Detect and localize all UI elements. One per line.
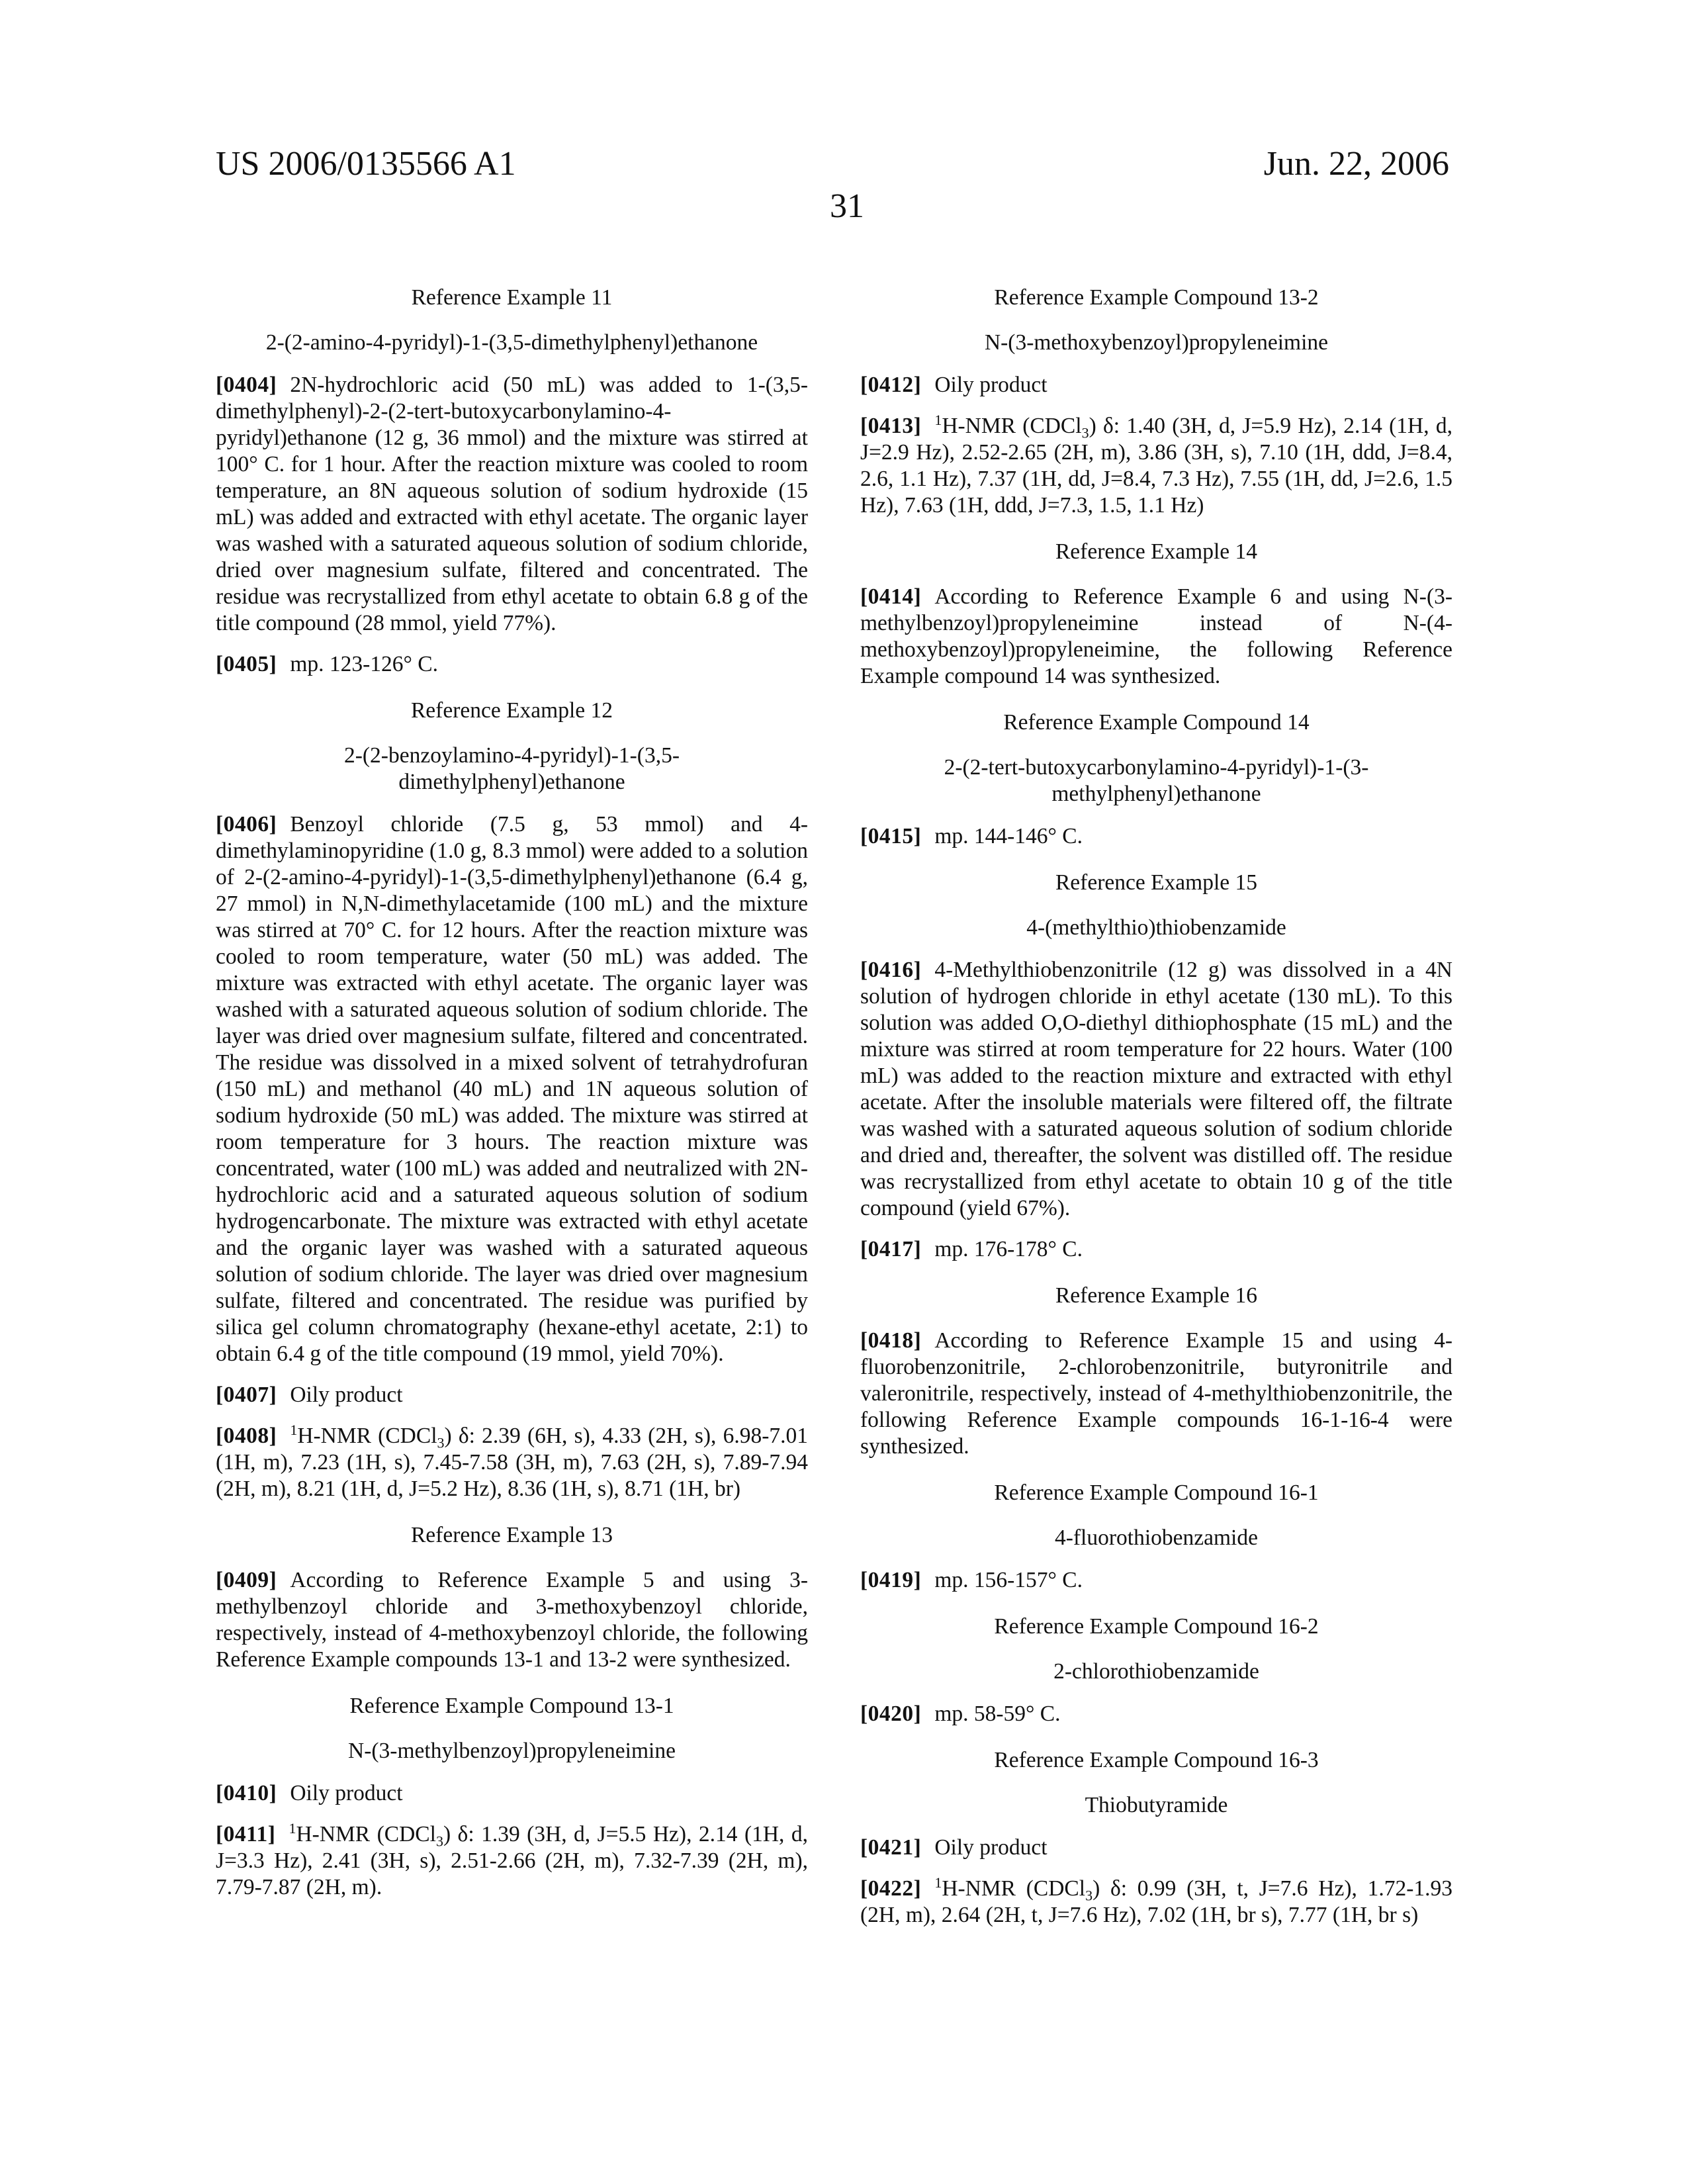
- paragraph-text: H-NMR (CDCl: [297, 1424, 437, 1448]
- paragraph-number: [0411]: [216, 1822, 275, 1846]
- paragraph-0406: [216, 811, 808, 1367]
- paragraph-0410: [216, 1780, 808, 1807]
- compound-title: N-(3-methylbenzoyl)propyleneimine: [236, 1738, 788, 1764]
- patent-number: US 2006/0135566 A1: [216, 144, 516, 184]
- paragraph-text: According to Reference Example 5 and using 3-methylbenzoyl chloride and 3-methoxybenzoyl chloride, respectively, instead of 4-methoxybenzoyl chloride, the following Reference Example compounds 13-1 and 13-2 were synthesized.: [216, 1568, 808, 1672]
- paragraph-number: [0416]: [860, 958, 921, 982]
- paragraph-0404: [216, 372, 808, 637]
- paragraph-0412: [860, 372, 1452, 398]
- paragraph-number: [0415]: [860, 824, 921, 848]
- paragraph-text: ) δ: 1.39 (3H, d, J=5.5 Hz), 2.14 (1H, d, J=3.3 Hz), 2.41 (3H, s), 2.51-2.66 (2H, m), 7.32-7.39 (2H, m), 7.79-7.87 (2H, m).: [216, 1822, 808, 1899]
- page-number: 31: [0, 187, 1694, 226]
- section-heading: Reference Example 14: [860, 539, 1452, 565]
- paragraph-number: [0422]: [860, 1876, 921, 1901]
- paragraph-text: mp. 176-178° C.: [934, 1237, 1083, 1261]
- section-heading: Reference Example Compound 16-3: [860, 1747, 1452, 1774]
- paragraph-0407: [216, 1382, 808, 1408]
- paragraph-0415: [860, 823, 1452, 850]
- paragraph-number: [0410]: [216, 1781, 277, 1805]
- subscript: 3: [1082, 425, 1089, 441]
- paragraph-text: Oily product: [934, 373, 1047, 397]
- compound-title: 2-(2-tert-butoxycarbonylamino-4-pyridyl)-1-(3-methylphenyl)ethanone: [880, 754, 1433, 807]
- paragraph-number: [0404]: [216, 373, 277, 397]
- paragraph-number: [0414]: [860, 584, 921, 609]
- paragraph-text: Oily product: [290, 1383, 402, 1407]
- paragraph-number: [0407]: [216, 1383, 277, 1407]
- paragraph-number: [0413]: [860, 414, 921, 438]
- compound-title: 4-fluorothiobenzamide: [880, 1525, 1433, 1551]
- paragraph-0417: [860, 1236, 1452, 1263]
- paragraph-text: H-NMR (CDCl: [296, 1822, 435, 1846]
- paragraph-0420: [860, 1701, 1452, 1727]
- paragraph-0408: [216, 1423, 808, 1502]
- paragraph-text: mp. 123-126° C.: [290, 652, 438, 676]
- compound-title: 2-chlorothiobenzamide: [880, 1659, 1433, 1685]
- paragraph-number: [0421]: [860, 1835, 921, 1860]
- paragraph-0419: [860, 1567, 1452, 1594]
- paragraph-0405: [216, 651, 808, 678]
- paragraph-number: [0409]: [216, 1568, 277, 1592]
- compound-title: 4-(methylthio)thiobenzamide: [880, 915, 1433, 941]
- paragraph-text: ) δ: 1.40 (3H, d, J=5.9 Hz), 2.14 (1H, d, J=2.9 Hz), 2.52-2.65 (2H, m), 3.86 (3H, s), 7.10 (1H, ddd, J=8.4, 2.6, 1.1 Hz), 7.37 (1H, dd, J=8.4, 7.3 Hz), 7.55 (1H, dd, J=2.6, 1.5 Hz), 7.63 (1H, ddd, J=7.3, 1.5, 1.1 Hz): [860, 414, 1452, 518]
- paragraph-text: Benzoyl chloride (7.5 g, 53 mmol) and 4-dimethylaminopyridine (1.0 g, 8.3 mmol) were added to a solution of 2-(2-amino-4-pyridyl)-1-(3,5-dimethylphenyl)ethanone (6.4 g, 27 mmol) in N,N-dimethylacetamide (100 mL) and the mixture was stirred at 70° C. for 12 hours. After the reaction mixture was cooled to room temperature, water (50 mL) was added. The mixture was extracted with ethyl acetate. The organic layer was washed with a saturated aqueous solution of sodium chloride. The layer was dried over magnesium sulfate, filtered and concentrated. The residue was dissolved in a mixed solvent of tetrahydrofuran (150 mL) and methanol (40 mL) and 1N aqueous solution of sodium hydroxide (50 mL) was added. The mixture was stirred at room temperature for 3 hours. The reaction mixture was concentrated, water (100 mL) was added and neutralized with 2N-hydrochloric acid and a saturated aqueous solution of sodium hydrogencarbonate. The mixture was extracted with ethyl acetate and the organic layer was washed with a saturated aqueous solution of sodium chloride. The layer was dried over magnesium sulfate, filtered and concentrated. The residue was purified by silica gel column chromatography (hexane-ethyl acetate, 2:1) to obtain 6.4 g of the title compound (19 mmol, yield 70%).: [216, 812, 808, 1366]
- subscript: 3: [437, 1435, 445, 1451]
- paragraph-text: mp. 144-146° C.: [934, 824, 1083, 848]
- paragraph-text: H-NMR (CDCl: [942, 1876, 1085, 1901]
- left-column: [216, 285, 808, 1915]
- paragraph-0422: [860, 1876, 1452, 1929]
- paragraph-number: [0406]: [216, 812, 277, 837]
- paragraph-number: [0408]: [216, 1424, 277, 1448]
- paragraph-0418: [860, 1328, 1452, 1460]
- compound-title: 2-(2-amino-4-pyridyl)-1-(3,5-dimethylphenyl)ethanone: [236, 330, 788, 356]
- paragraph-text: mp. 156-157° C.: [934, 1568, 1083, 1592]
- subscript: 3: [1085, 1888, 1092, 1904]
- paragraph-text: mp. 58-59° C.: [934, 1702, 1060, 1726]
- section-heading: Reference Example Compound 16-1: [860, 1480, 1452, 1506]
- paragraph-text: 2N-hydrochloric acid (50 mL) was added to 1-(3,5-dimethylphenyl)-2-(2-tert-butoxycarbonylamino-4-pyridyl)ethanone (12 g, 36 mmol) and the mixture was stirred at 100° C. for 1 hour. After the reaction mixture was cooled to room temperature, an 8N aqueous solution of sodium hydroxide (15 mL) was added and extracted with ethyl acetate. The organic layer was washed with a saturated aqueous solution of sodium chloride, dried over magnesium sulfate, filtered and concentrated. The residue was recrystallized from ethyl acetate to obtain 6.8 g of the title compound (28 mmol, yield 77%).: [216, 373, 808, 635]
- subscript: 3: [436, 1833, 443, 1850]
- paragraph-0416: [860, 957, 1452, 1222]
- paragraph-text: ) δ: 0.99 (3H, t, J=7.6 Hz), 1.72-1.93 (2H, m), 2.64 (2H, t, J=7.6 Hz), 7.02 (1H, br s), 7.77 (1H, br s): [860, 1876, 1452, 1927]
- paragraph-number: [0417]: [860, 1237, 921, 1261]
- paragraph-0413: [860, 413, 1452, 519]
- paragraph-0409: [216, 1567, 808, 1673]
- section-heading: Reference Example Compound 13-1: [216, 1693, 808, 1719]
- section-heading: Reference Example 15: [860, 870, 1452, 896]
- paragraph-number: [0405]: [216, 652, 277, 676]
- paragraph-text: ) δ: 2.39 (6H, s), 4.33 (2H, s), 6.98-7.01 (1H, m), 7.23 (1H, s), 7.45-7.58 (3H, m), 7.63 (2H, s), 7.89-7.94 (2H, m), 8.21 (1H, d, J=5.2 Hz), 8.36 (1H, s), 8.71 (1H, br): [216, 1424, 808, 1501]
- paragraph-text: Oily product: [934, 1835, 1047, 1860]
- compound-title: 2-(2-benzoylamino-4-pyridyl)-1-(3,5-dimethylphenyl)ethanone: [236, 743, 788, 796]
- paragraph-text: H-NMR (CDCl: [942, 414, 1081, 438]
- paragraph-text: 4-Methylthiobenzonitrile (12 g) was dissolved in a 4N solution of hydrogen chloride in ethyl acetate (130 mL). To this solution was added O,O-diethyl dithiophosphate (15 mL) and the mixture was stirred at room temperature for 22 hours. Water (100 mL) was added to the reaction mixture and extracted with ethyl acetate. After the insoluble materials were filtered off, the filtrate was washed with a saturated aqueous solution of sodium chloride and dried and, thereafter, the solvent was distilled off. The residue was recrystallized from ethyl acetate to obtain 10 g of the title compound (yield 67%).: [860, 958, 1452, 1220]
- superscript: 1: [290, 1422, 297, 1438]
- paragraph-text: Oily product: [290, 1781, 402, 1805]
- superscript: 1: [289, 1820, 296, 1837]
- publication-date: Jun. 22, 2006: [1264, 144, 1449, 184]
- paragraph-number: [0412]: [860, 373, 921, 397]
- paragraph-0421: [860, 1835, 1452, 1861]
- paragraph-text: According to Reference Example 15 and using 4-fluorobenzonitrile, 2-chlorobenzonitrile, butyronitrile and valeronitrile, respectively, instead of 4-methylthiobenzonitrile, the following Reference Example compounds 16-1-16-4 were synthesized.: [860, 1328, 1452, 1459]
- section-heading: Reference Example 12: [216, 698, 808, 724]
- section-heading: Reference Example 16: [860, 1283, 1452, 1309]
- compound-title: N-(3-methoxybenzoyl)propyleneimine: [880, 330, 1433, 356]
- section-heading: Reference Example Compound 16-2: [860, 1614, 1452, 1640]
- section-heading: Reference Example 11: [216, 285, 808, 311]
- section-heading: Reference Example 13: [216, 1522, 808, 1549]
- compound-title: Thiobutyramide: [880, 1792, 1433, 1819]
- paragraph-text: According to Reference Example 6 and using N-(3-methylbenzoyl)propyleneimine instead of N-(4-methoxybenzoyl)propyleneimine, the following Reference Example compound 14 was synthesized.: [860, 584, 1452, 688]
- superscript: 1: [934, 1874, 942, 1891]
- section-heading: Reference Example Compound 14: [860, 709, 1452, 736]
- right-column: [860, 285, 1452, 1943]
- paragraph-0411: [216, 1821, 808, 1901]
- paragraph-number: [0418]: [860, 1328, 921, 1353]
- section-heading: Reference Example Compound 13-2: [860, 285, 1452, 311]
- superscript: 1: [934, 412, 942, 428]
- paragraph-number: [0419]: [860, 1568, 921, 1592]
- paragraph-0414: [860, 584, 1452, 690]
- paragraph-number: [0420]: [860, 1702, 921, 1726]
